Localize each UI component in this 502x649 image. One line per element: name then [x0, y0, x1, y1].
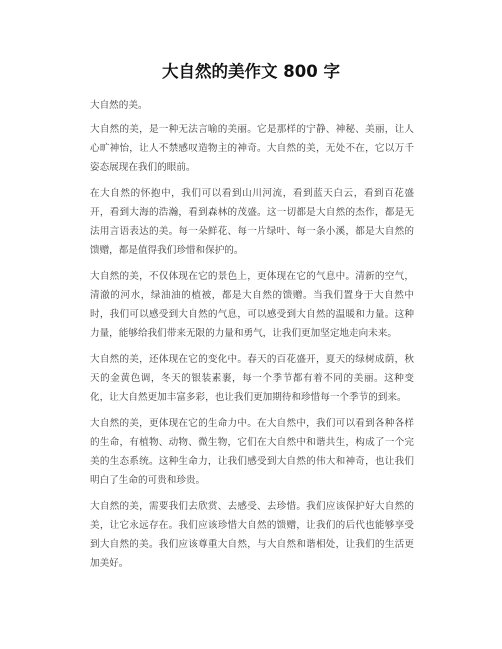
- paragraph-3: 在大自然的怀抱中，我们可以看到山川河流，看到蓝天白云，看到百花盛开，看到大海的浩瀚，看到森林的茂盛。这一切都是大自然的杰作，都是无法用言语表达的美。每一朵鲜花、每一片绿叶、每一条小溪，都是大自然的馈赠，都是值得我们珍惜和保护的。: [90, 188, 414, 256]
- paragraph-5: 大自然的美，还体现在它的变化中。春天的百花盛开，夏天的绿树成荫，秋天的金黄色调，冬天的银装素裹，每一个季节都有着不同的美丽。这种变化，让大自然更加丰富多彩，也让我们更加期待和珍惜每一个季节的到来。: [90, 354, 414, 403]
- paragraph-4: 大自然的美，不仅体现在它的景色上，更体现在它的气息中。清新的空气，清澈的河水，绿油油的植被，都是大自然的馈赠。当我们置身于大自然中时，我们可以感受到大自然的气息，可以感受到大自然的温暖和力量。这种力量，能够给我们带来无限的力量和勇气，让我们更加坚定地走向未来。: [90, 271, 414, 339]
- paragraph-1: 大自然的美。: [90, 100, 148, 111]
- article-body: [90, 96, 414, 580]
- paragraph-6: 大自然的美，更体现在它的生命力中。在大自然中，我们可以看到各种各样的生命，有植物、动物、微生物，它们在大自然中和谐共生，构成了一个完美的生态系统。这种生命力，让我们感受到大自然的伟大和神奇，也让我们明白了生命的可贵和珍贵。: [90, 418, 414, 486]
- paragraph-2: 大自然的美，是一种无法言喻的美丽。它是那样的宁静、神秘、美丽，让人心旷神怡，让人不禁感叹造物主的神奇。大自然的美，无处不在，它以万千姿态展现在我们的眼前。: [90, 124, 414, 173]
- paragraph-7: 大自然的美，需要我们去欣赏、去感受、去珍惜。我们应该保护好大自然的美，让它永远存在。我们应该珍惜大自然的馈赠，让我们的后代也能够享受到大自然的美。我们应该尊重大自然，与大自然和谐相处，让我们的生活更加美好。: [90, 501, 414, 569]
- page-title: 大自然的美作文 800 字: [162, 62, 340, 81]
